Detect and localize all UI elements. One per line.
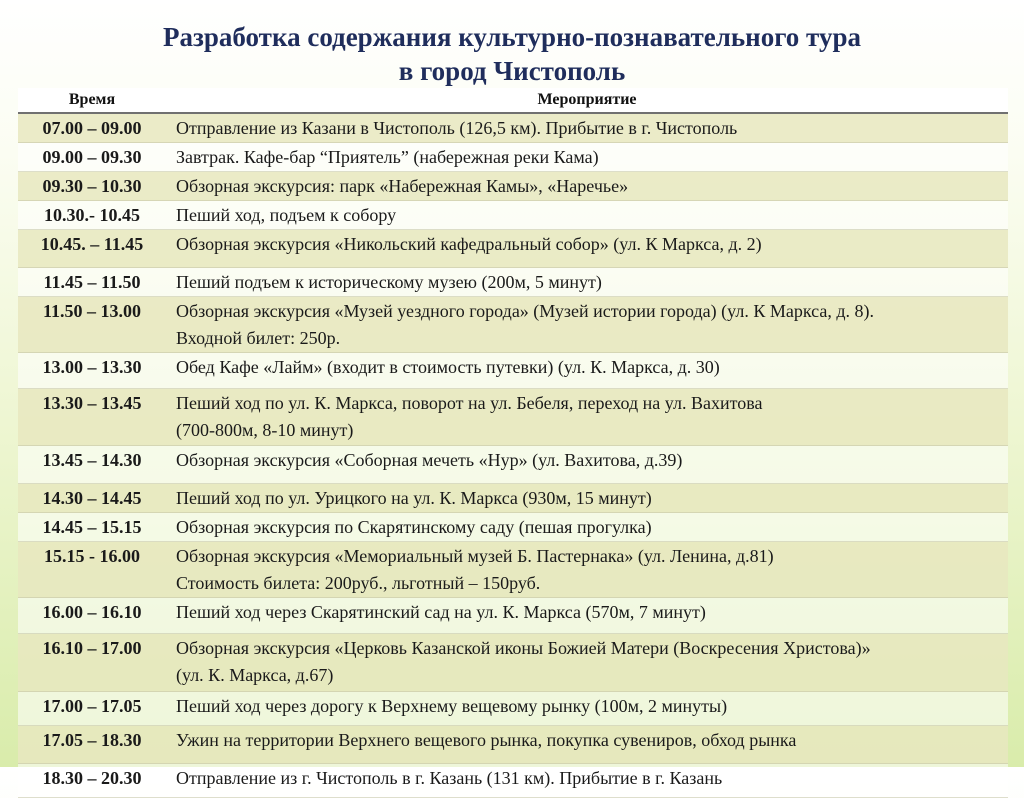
row-event: Пеший ход через дорогу к Верхнему вещевому рынку (100м, 2 минуты) — [166, 692, 1008, 726]
row-event-line-1: Обзорная экскурсия «Музей уездного города» (Музей истории города) (ул. К Маркса, д. 8). — [176, 301, 874, 321]
row-event — [166, 634, 1008, 692]
table-row — [18, 389, 1008, 446]
row-event: Отправление из Казани в Чистополь (126,5 км). Прибытие в г. Чистополь — [166, 113, 1008, 143]
row-event-line-1: Пеший ход по ул. К. Маркса, поворот на ул. Бебеля, переход на ул. Вахитова — [176, 393, 763, 413]
table-row — [18, 143, 1008, 172]
table-row — [18, 172, 1008, 201]
table-row — [18, 446, 1008, 484]
table-row — [18, 201, 1008, 230]
row-time: 16.10 – 17.00 — [18, 634, 166, 692]
row-event: Пеший ход, подъем к собору — [166, 201, 1008, 230]
row-time: 15.15 - 16.00 — [18, 542, 166, 598]
column-header-event: Мероприятие — [166, 88, 1008, 113]
row-time: 11.45 – 11.50 — [18, 268, 166, 297]
row-time: 13.00 – 13.30 — [18, 353, 166, 389]
page-title — [0, 20, 1024, 88]
page-title-line-1: Разработка содержания культурно-познавательного тура — [163, 22, 861, 52]
schedule-table-container — [18, 88, 1008, 798]
table-row — [18, 726, 1008, 764]
table-row — [18, 268, 1008, 297]
row-time: 14.45 – 15.15 — [18, 513, 166, 542]
row-time: 09.00 – 09.30 — [18, 143, 166, 172]
table-row — [18, 692, 1008, 726]
row-event — [166, 297, 1008, 353]
row-time: 14.30 – 14.45 — [18, 484, 166, 513]
row-time: 13.45 – 14.30 — [18, 446, 166, 484]
row-event-line-2: (ул. К. Маркса, д.67) — [176, 665, 334, 685]
row-event: Пеший подъем к историческому музею (200м, 5 минут) — [166, 268, 1008, 297]
row-event: Пеший ход через Скарятинский сад на ул. К. Маркса (570м, 7 минут) — [166, 598, 1008, 634]
row-time: 10.30.- 10.45 — [18, 201, 166, 230]
column-header-time: Время — [18, 88, 166, 113]
table-row — [18, 297, 1008, 353]
row-time: 07.00 – 09.00 — [18, 113, 166, 143]
row-time: 17.05 – 18.30 — [18, 726, 166, 764]
schedule-table — [18, 88, 1008, 798]
row-event: Ужин на территории Верхнего вещевого рынка, покупка сувениров, обход рынка — [166, 726, 1008, 764]
row-event: Обзорная экскурсия: парк «Набережная Камы», «Наречье» — [166, 172, 1008, 201]
table-row — [18, 542, 1008, 598]
row-time: 11.50 – 13.00 — [18, 297, 166, 353]
row-event: Обзорная экскурсия «Никольский кафедральный собор» (ул. К Маркса, д. 2) — [166, 230, 1008, 268]
row-time: 13.30 – 13.45 — [18, 389, 166, 446]
row-time: 10.45. – 11.45 — [18, 230, 166, 268]
row-event-line-2: (700-800м, 8-10 минут) — [176, 420, 354, 440]
row-event: Обзорная экскурсия «Соборная мечеть «Нур» (ул. Вахитова, д.39) — [166, 446, 1008, 484]
row-event: Отправление из г. Чистополь в г. Казань (131 км). Прибытие в г. Казань — [166, 764, 1008, 798]
table-row — [18, 634, 1008, 692]
row-event — [166, 389, 1008, 446]
table-row — [18, 113, 1008, 143]
table-row — [18, 353, 1008, 389]
table-row — [18, 598, 1008, 634]
row-event-line-2: Стоимость билета: 200руб., льготный – 150руб. — [176, 573, 541, 593]
table-header-row — [18, 88, 1008, 113]
row-time: 16.00 – 16.10 — [18, 598, 166, 634]
table-row — [18, 513, 1008, 542]
row-event — [166, 542, 1008, 598]
row-event: Завтрак. Кафе-бар “Приятель” (набережная реки Кама) — [166, 143, 1008, 172]
table-row — [18, 230, 1008, 268]
row-event: Пеший ход по ул. Урицкого на ул. К. Маркса (930м, 15 минут) — [166, 484, 1008, 513]
row-time: 18.30 – 20.30 — [18, 764, 166, 798]
row-time: 17.00 – 17.05 — [18, 692, 166, 726]
row-event-line-1: Обзорная экскурсия «Церковь Казанской иконы Божией Матери (Воскресения Христова)» — [176, 638, 871, 658]
table-row — [18, 484, 1008, 513]
row-event-line-1: Обзорная экскурсия «Мемориальный музей Б. Пастернака» (ул. Ленина, д.81) — [176, 546, 774, 566]
row-event: Обед Кафе «Лайм» (входит в стоимость путевки) (ул. К. Маркса, д. 30) — [166, 353, 1008, 389]
table-row — [18, 764, 1008, 798]
row-event-line-2: Входной билет: 250р. — [176, 328, 341, 348]
row-time: 09.30 – 10.30 — [18, 172, 166, 201]
row-event: Обзорная экскурсия по Скарятинскому саду (пешая прогулка) — [166, 513, 1008, 542]
page-title-line-2: в город Чистополь — [398, 56, 626, 86]
